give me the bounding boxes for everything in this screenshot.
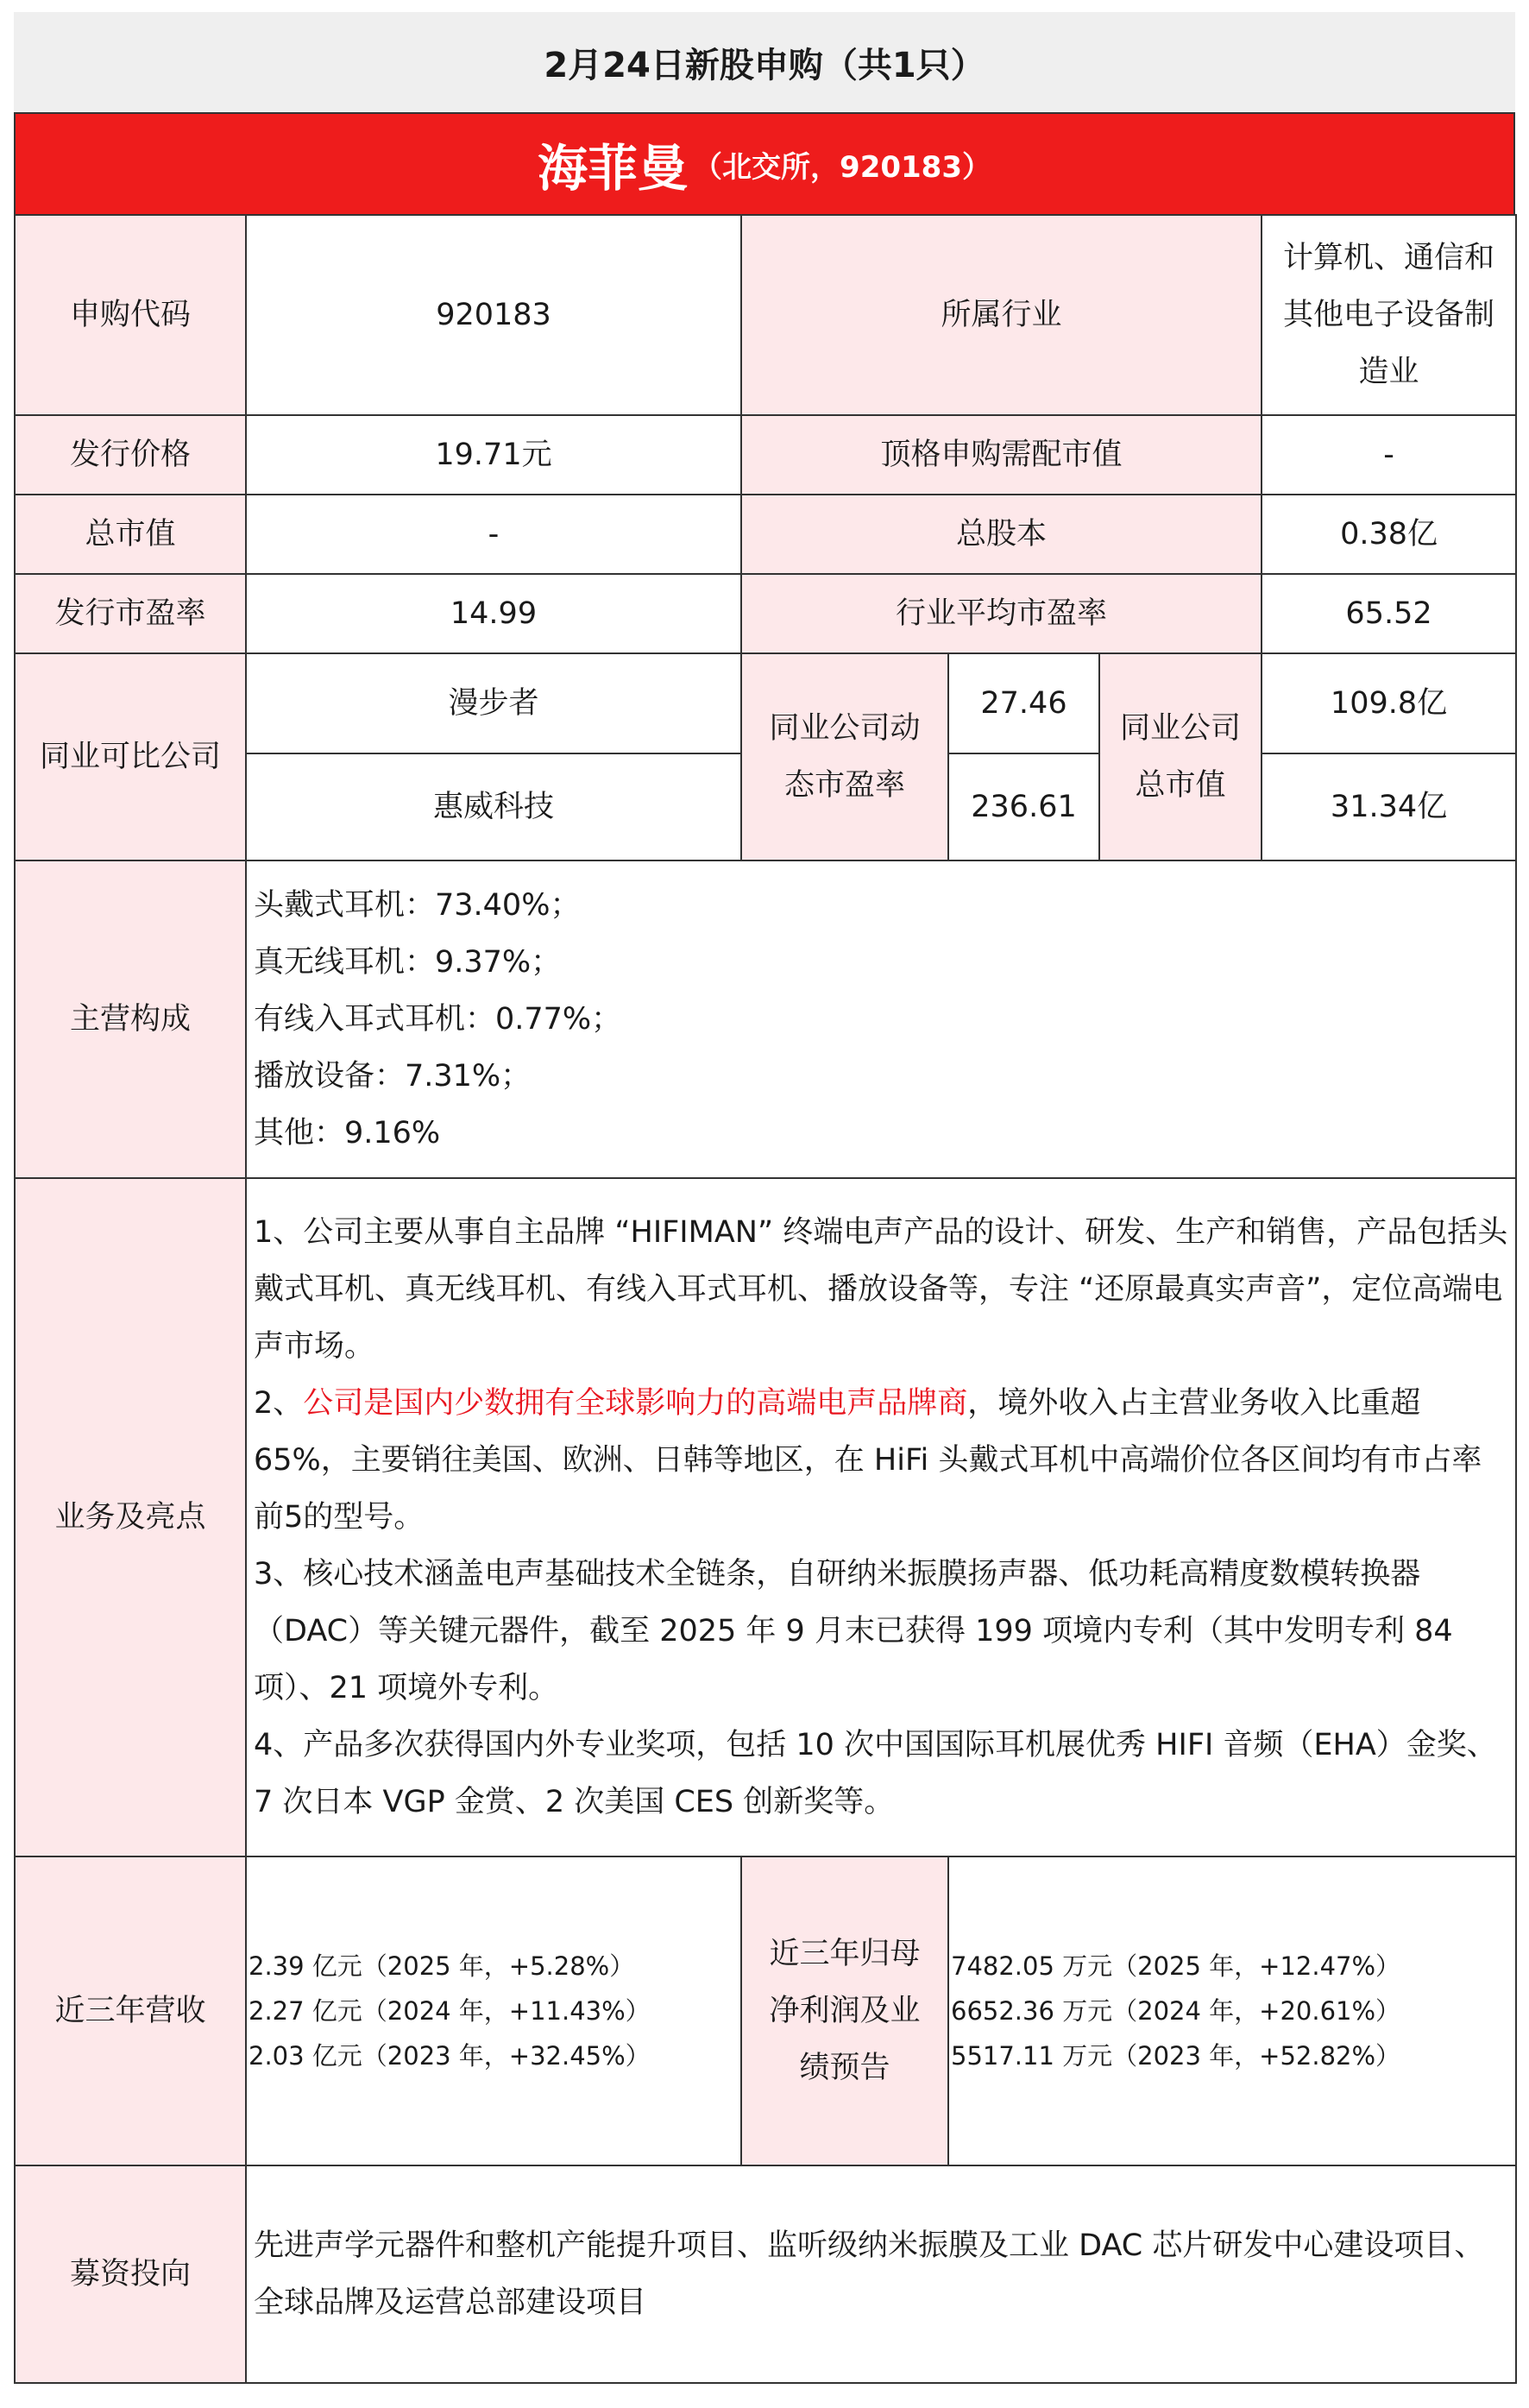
label-business-highlights: 业务及亮点	[15, 1178, 246, 1856]
main-business-item: 播放设备：7.31%；	[254, 1059, 532, 1094]
highlight-paragraph-1: 1、公司主要从事自主品牌 “HIFIMAN” 终端电声产品的设计、研发、生产和销售，产品包括头戴式耳机、真无线耳机、有线入耳式耳机、播放设备等，专注 “还原最真实声音”，定位高端电声市场。	[254, 1215, 1508, 1364]
row-main-business	[15, 860, 1516, 1178]
peer-pe: 27.46	[948, 653, 1099, 753]
value-total-market-value: -	[246, 495, 741, 574]
net-profit-item: 6652.36 万元（2024 年，+20.61%）	[951, 1996, 1401, 2026]
stock-header	[14, 112, 1515, 214]
label-industry: 所属行业	[741, 215, 1262, 415]
fund-use-content	[246, 2165, 1516, 2383]
label-total-market-value: 总市值	[15, 495, 246, 574]
label-total-share-capital: 总股本	[741, 495, 1262, 574]
ipo-info-table	[14, 214, 1517, 2384]
peer-name: 漫步者	[246, 653, 741, 753]
label-peer-market-value: 同业公司总市值	[1099, 653, 1262, 860]
value-issue-price: 19.71元	[246, 415, 741, 495]
value-top-subscription-market-value: -	[1262, 415, 1516, 495]
stock-exchange-code: （北交所，920183）	[693, 149, 991, 185]
net-profit-item: 7482.05 万元（2025 年，+12.47%）	[951, 1951, 1401, 1981]
value-issue-pe: 14.99	[246, 574, 741, 653]
page-title: 2月24日新股申购（共1只）	[14, 12, 1515, 112]
row-code-industry	[15, 215, 1516, 415]
label-peer-dynamic-pe: 同业公司动态市盈率	[741, 653, 948, 860]
revenue-item: 2.39 亿元（2025 年，+5.28%）	[249, 1951, 635, 1981]
label-issue-pe: 发行市盈率	[15, 574, 246, 653]
net-profit-item: 5517.11 万元（2023 年，+52.82%）	[951, 2041, 1401, 2071]
revenue-item: 2.27 亿元（2024 年，+11.43%）	[249, 1996, 651, 2026]
label-net-profit-3y: 近三年归母净利润及业绩预告	[741, 1856, 948, 2165]
main-business-item: 有线入耳式耳机：0.77%；	[254, 1002, 622, 1037]
label-revenue-3y: 近三年营收	[15, 1856, 246, 2165]
main-business-item: 头戴式耳机：73.40%；	[254, 888, 581, 923]
highlight-2-emphasis: 公司是国内少数拥有全球影响力的高端电声品牌商	[303, 1386, 968, 1421]
label-industry-avg-pe: 行业平均市盈率	[741, 574, 1262, 653]
row-price	[15, 415, 1516, 495]
highlight-paragraph-3: 3、核心技术涵盖电声基础技术全链条，自研纳米振膜扬声器、低功耗高精度数模转换器（DAC）等关键元器件，截至 2025 年 9 月末已获得 199 项境内专利（其中发明专利 84 项）、21 项境外专利。	[254, 1557, 1453, 1705]
peer-market-value: 31.34亿	[1262, 753, 1516, 860]
row-market-value	[15, 495, 1516, 574]
highlights-content	[246, 1178, 1516, 1856]
row-pe	[15, 574, 1516, 653]
label-subscription-code: 申购代码	[15, 215, 246, 415]
label-comparable-companies: 同业可比公司	[15, 653, 246, 860]
highlight-paragraph-2	[254, 1375, 1510, 1546]
label-issue-price: 发行价格	[15, 415, 246, 495]
row-peer-1	[15, 653, 1516, 753]
revenue-item: 2.03 亿元（2023 年，+32.45%）	[249, 2041, 651, 2071]
revenue-list	[246, 1856, 741, 2165]
stock-name: 海菲曼	[538, 139, 689, 198]
peer-market-value: 109.8亿	[1262, 653, 1516, 753]
highlight-2-rest: ，境外收入占主营业务收入比重超 65%，主要销往美国、欧洲、日韩等地区，在 HiFi 头戴式耳机中高端价位各区间均有市占率前5的型号。	[254, 1386, 1482, 1535]
peer-pe: 236.61	[948, 753, 1099, 860]
value-total-share-capital: 0.38亿	[1262, 495, 1516, 574]
net-profit-list	[948, 1856, 1516, 2165]
highlight-paragraph-4: 4、产品多次获得国内外专业奖项，包括 10 次中国国际耳机展优秀 HIFI 音频（EHA）金奖、7 次日本 VGP 金赏、2 次美国 CES 创新奖等。	[254, 1728, 1497, 1819]
value-subscription-code: 920183	[246, 215, 741, 415]
value-industry: 计算机、通信和其他电子设备制造业	[1262, 215, 1516, 415]
label-main-business: 主营构成	[15, 860, 246, 1178]
label-fund-use: 募资投向	[15, 2165, 246, 2383]
row-highlights	[15, 1178, 1516, 1856]
row-financials	[15, 1856, 1516, 2165]
value-industry-avg-pe: 65.52	[1262, 574, 1516, 653]
row-fund-use	[15, 2165, 1516, 2383]
main-business-item: 真无线耳机：9.37%；	[254, 945, 562, 980]
ipo-card	[14, 12, 1515, 2384]
main-business-item: 其他：9.16%	[254, 1116, 441, 1150]
fund-use-text: 先进声学元器件和整机产能提升项目、监听级纳米振膜及工业 DAC 芯片研发中心建设项目、全球品牌及运营总部建设项目	[254, 2228, 1485, 2320]
main-business-list	[246, 860, 1516, 1178]
label-top-subscription-market-value: 顶格申购需配市值	[741, 415, 1262, 495]
peer-name: 惠威科技	[246, 753, 741, 860]
highlight-2-prefix: 2、	[254, 1386, 304, 1421]
